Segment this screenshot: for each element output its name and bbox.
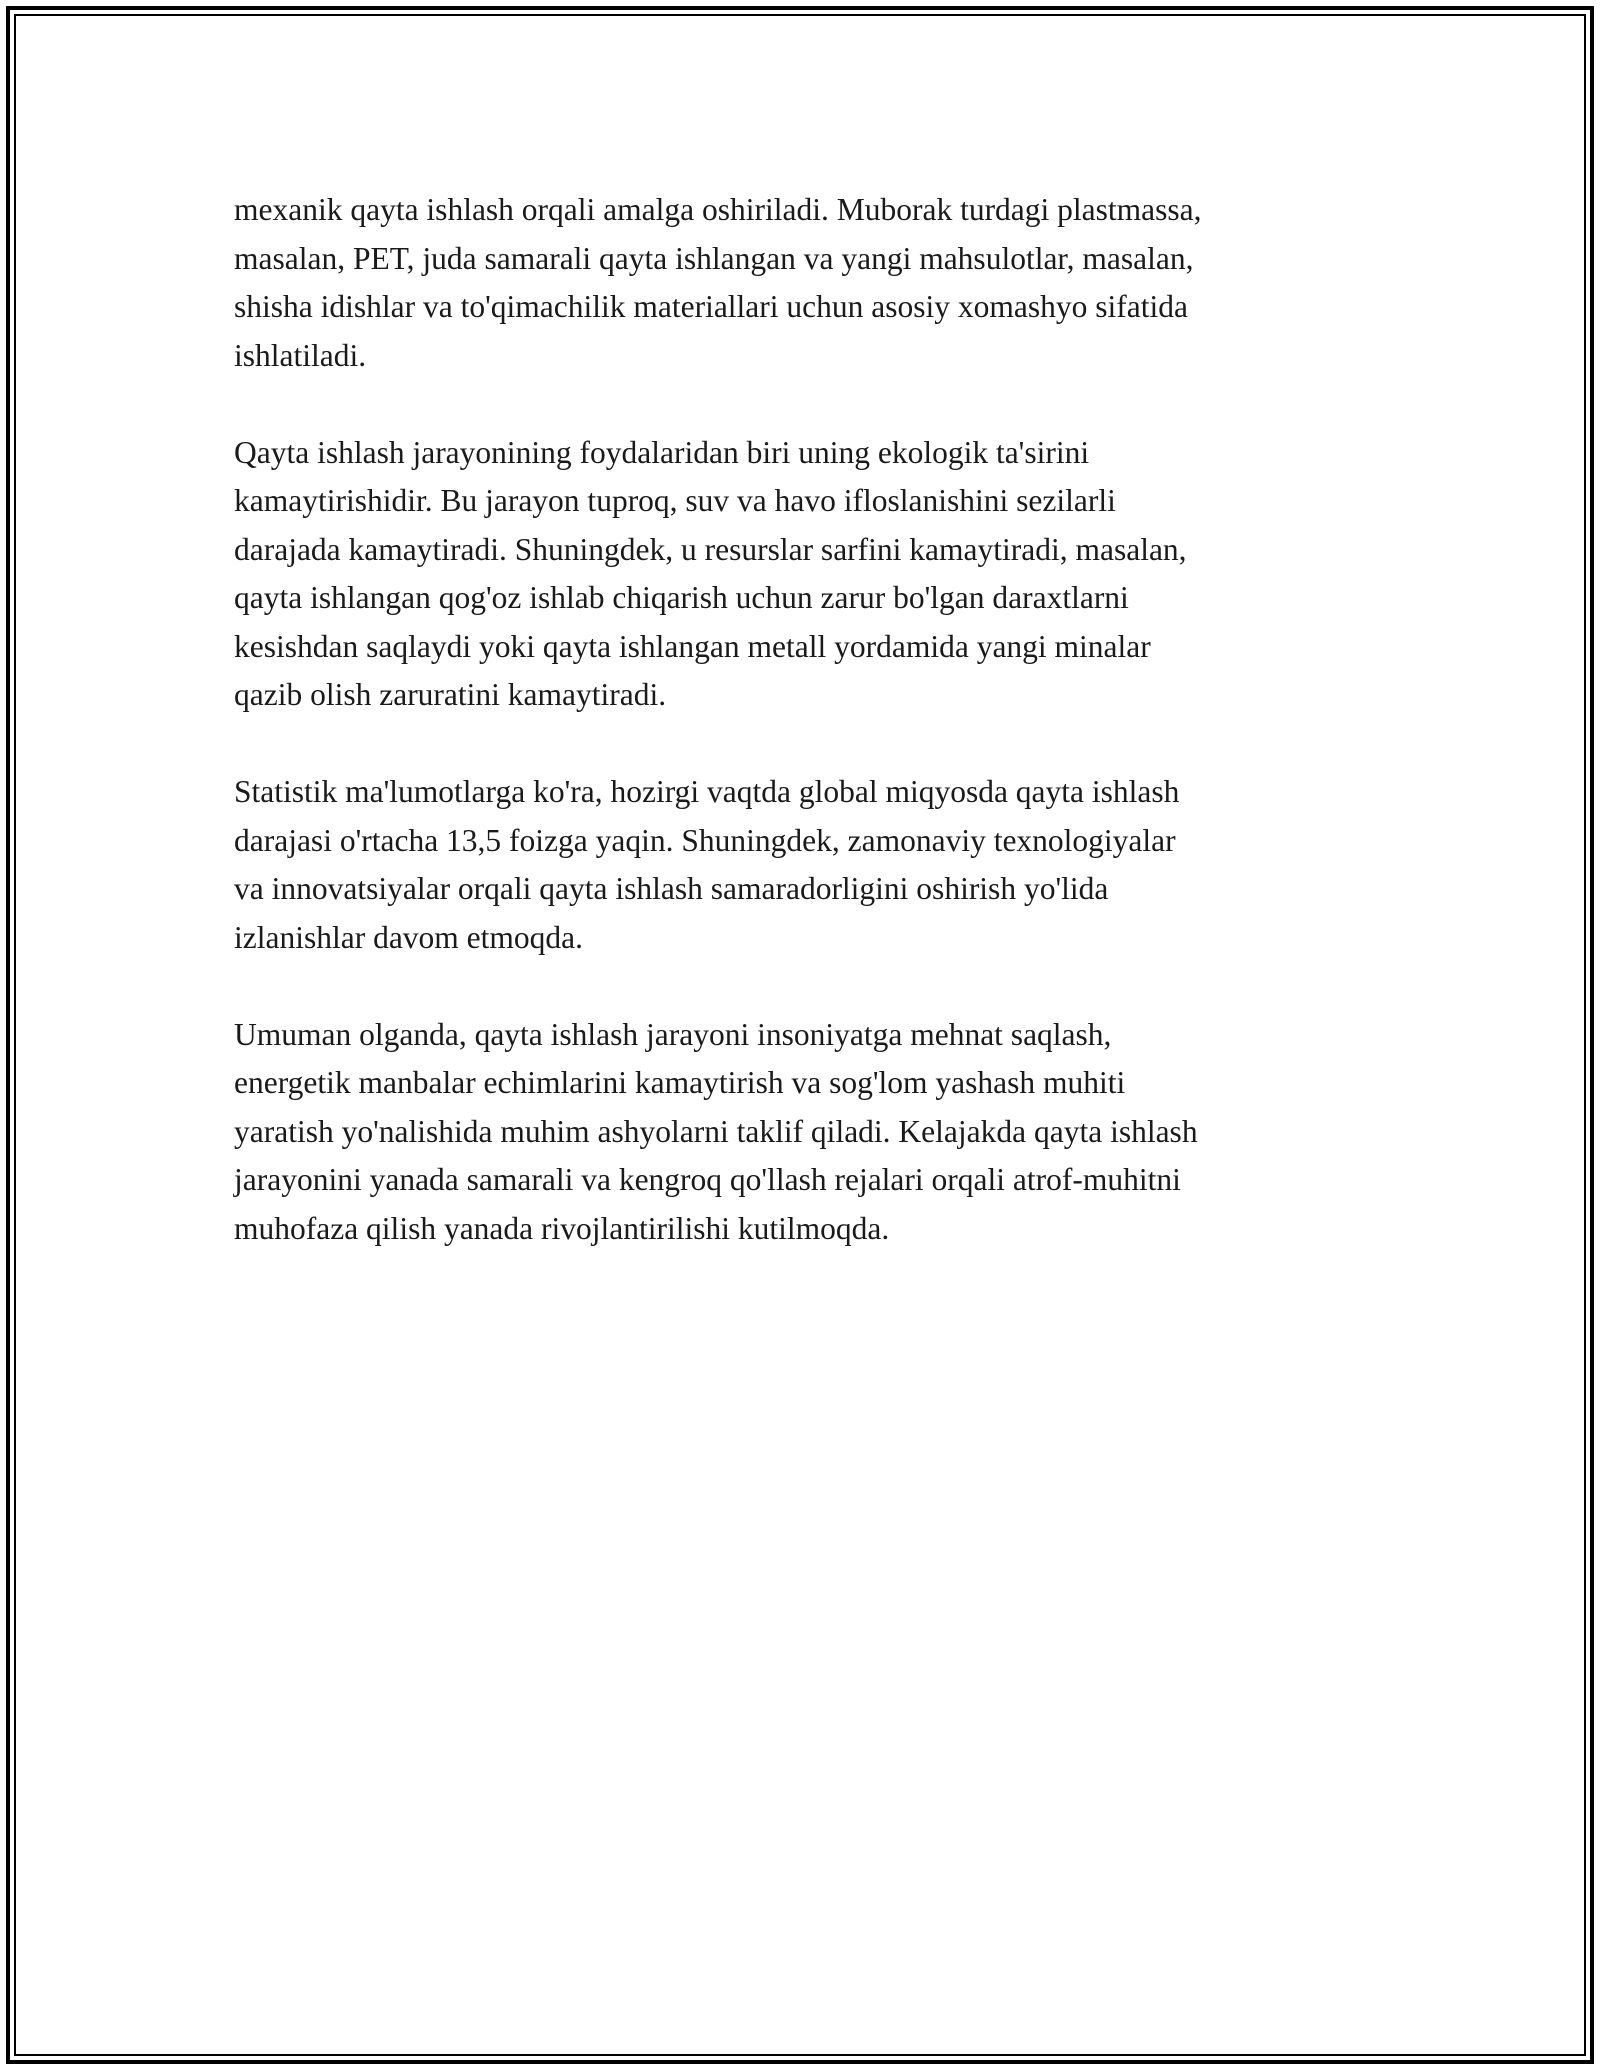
paragraph-statistics: Statistik ma'lumotlarga ko'ra, hozirgi vaqtda global miqyosda qayta ishlash darajasi o'rtacha 13,5 foizga yaqin. Shuningdek, zamonaviy texnologiyalar va innovatsiyalar orqali qayta ishlash samaradorligini oshirish yo'lida izlanishlar davom etmoqda.	[234, 774, 1180, 955]
paragraph-ecological-benefits: Qayta ishlash jarayonining foydalaridan biri uning ekologik ta'sirini kamaytirishidir. Bu jarayon tuproq, suv va havo ifloslanishini sezilarli darajada kamaytiradi. Shuningdek, u resurslar sarfini kamaytiradi, masalan, qayta ishlangan qog'oz ishlab chiqarish uchun zarur bo'lgan daraxtlarni kesishdan saqlaydi yoki qayta ishlangan metall yordamida yangi minalar qazib olish zaruratini kamaytiradi.	[234, 434, 1187, 712]
paragraph-plastic-recycling: mexanik qayta ishlash orqali amalga oshiriladi. Muborak turdagi plastmassa, masalan, PET, juda samarali qayta ishlangan va yangi mahsulotlar, masalan, shisha idishlar va to'qimachilik materiallari uchun asosiy xomashyo sifatida ishlatiladi.	[234, 192, 1202, 373]
document-body	[234, 186, 1374, 1302]
paragraph-conclusion: Umuman olganda, qayta ishlash jarayoni insoniyatga mehnat saqlash, energetik manbalar echimlarini kamaytirish va sog'lom yashash muhiti yaratish yo'nalishida muhim ashyolarni taklif qiladi. Kelajakda qayta ishlash jarayonini yanada samarali va kengroq qo'llash rejalari orqali atrof-muhitni muhofaza qilish yanada rivojlantirilishi kutilmoqda.	[234, 1016, 1198, 1246]
